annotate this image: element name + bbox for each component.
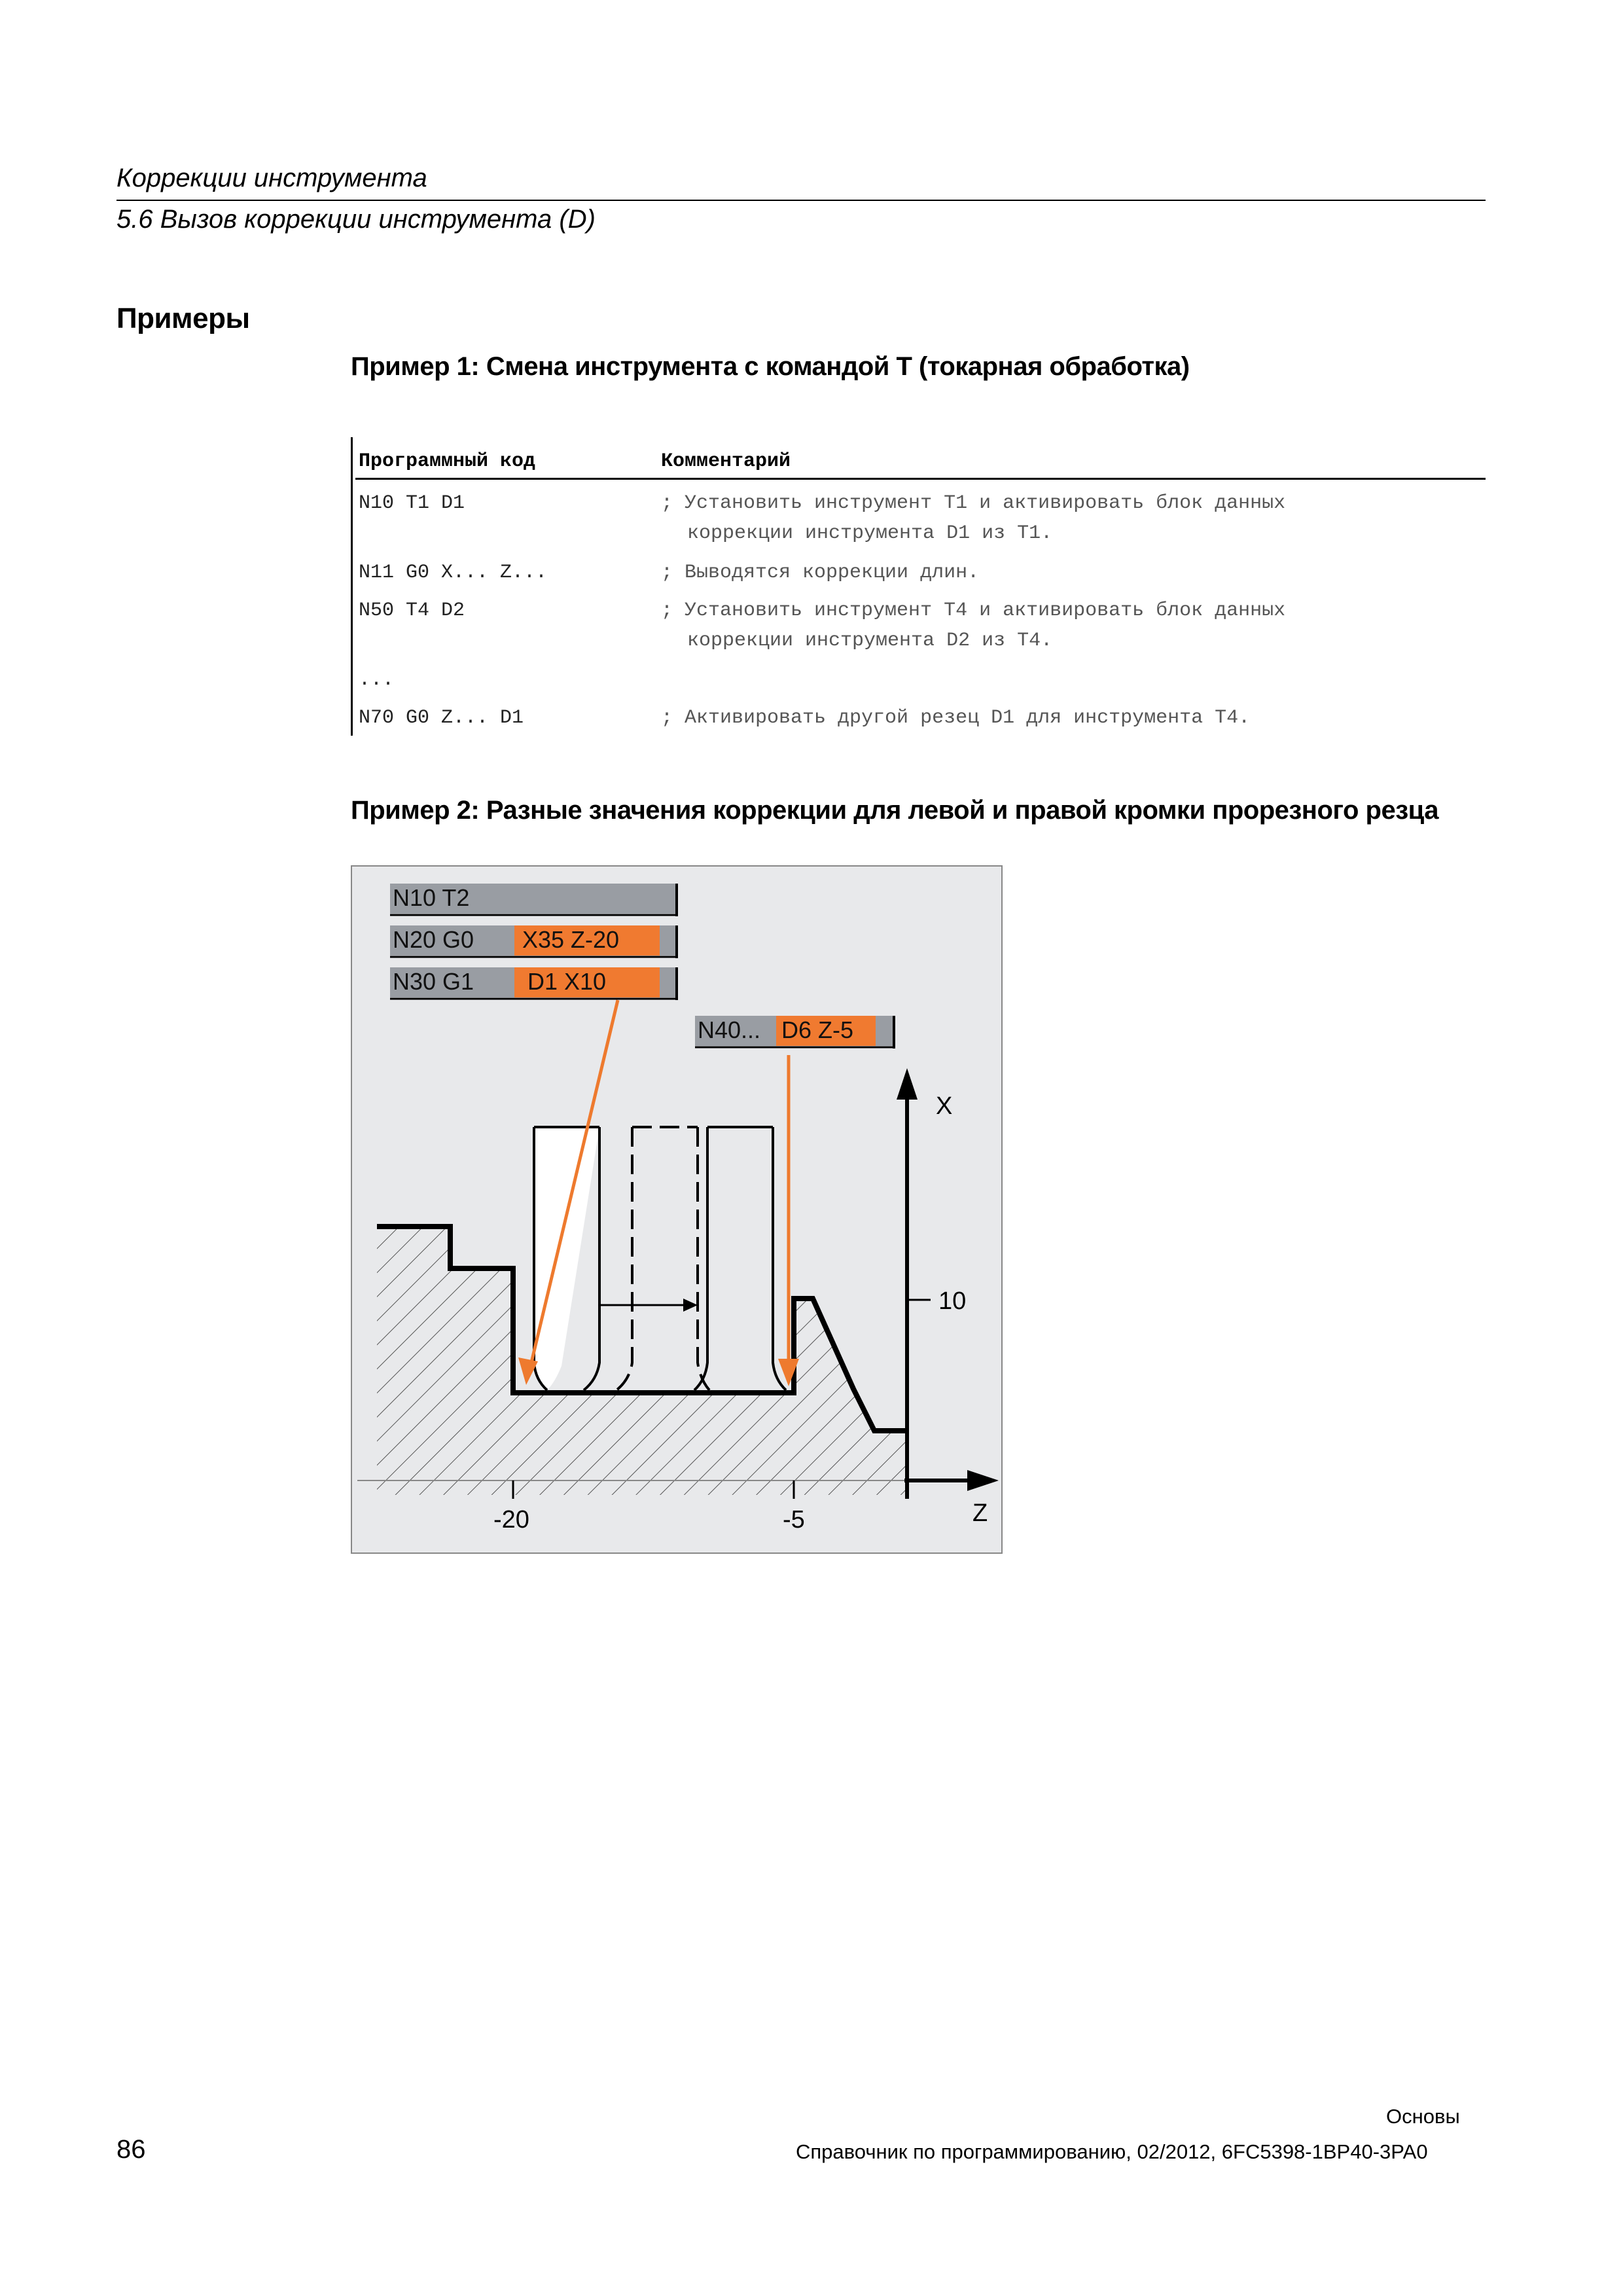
section-title: Примеры <box>116 302 250 334</box>
code-line: N70 G0 Z... D1 <box>359 707 524 729</box>
comment-line: ; Установить инструмент T4 и активировать блок данных <box>661 600 1286 622</box>
column-header-code: Программный код <box>359 450 536 473</box>
grooving-diagram <box>351 865 1003 1554</box>
example1-title: Пример 1: Смена инструмента с командой T (токарная обработка) <box>351 352 1190 381</box>
running-header-section: 5.6 Вызов коррекции инструмента (D) <box>116 205 596 234</box>
block-n30 <box>390 967 678 1000</box>
footer-reference: Справочник по программированию, 02/2012, 6FC5398-1BP40-3PA0 <box>796 2140 1428 2163</box>
tick-z-minus20: -20 <box>493 1506 529 1534</box>
footer-title: Основы <box>1386 2105 1460 2128</box>
comment-line: ; Установить инструмент T1 и активировать блок данных <box>661 492 1286 514</box>
example2-title: Пример 2: Разные значения коррекции для левой и правой кромки прорезного резца <box>351 796 1438 825</box>
comment-line: коррекции инструмента D1 из T1. <box>687 522 1053 545</box>
block-n10 <box>390 884 678 916</box>
code-line: N50 T4 D2 <box>359 600 465 622</box>
svg-text:N30 G1: N30 G1 <box>393 968 474 995</box>
code-line: ... <box>359 669 395 691</box>
running-header-chapter: Коррекции инструмента <box>116 164 427 192</box>
tick-x-10: 10 <box>938 1287 967 1315</box>
svg-text:D6 Z-5: D6 Z-5 <box>781 1016 854 1043</box>
page-number: 86 <box>116 2135 146 2164</box>
block-n40 <box>695 1016 895 1049</box>
table-header-rule <box>355 478 1486 480</box>
block-n20 <box>390 925 678 958</box>
svg-text:N40...: N40... <box>698 1016 761 1043</box>
comment-line: ; Активировать другой резец D1 для инструмента T4. <box>661 707 1251 729</box>
tick-z-minus5: -5 <box>783 1506 805 1534</box>
z-axis-label: Z <box>972 1499 988 1527</box>
svg-text:N10 T2: N10 T2 <box>393 884 470 911</box>
svg-text:X35 Z-20: X35 Z-20 <box>522 926 620 953</box>
table-left-rule <box>351 437 353 736</box>
column-header-comment: Комментарий <box>661 450 791 473</box>
svg-text:D1 X10: D1 X10 <box>527 968 607 995</box>
comment-line: коррекции инструмента D2 из T4. <box>687 630 1053 652</box>
x-axis-label: X <box>936 1092 953 1120</box>
code-line: N11 G0 X... Z... <box>359 562 548 584</box>
comment-line: ; Выводятся коррекции длин. <box>661 562 980 584</box>
svg-text:N20 G0: N20 G0 <box>393 926 474 953</box>
code-line: N10 T1 D1 <box>359 492 465 514</box>
header-rule <box>116 200 1486 201</box>
